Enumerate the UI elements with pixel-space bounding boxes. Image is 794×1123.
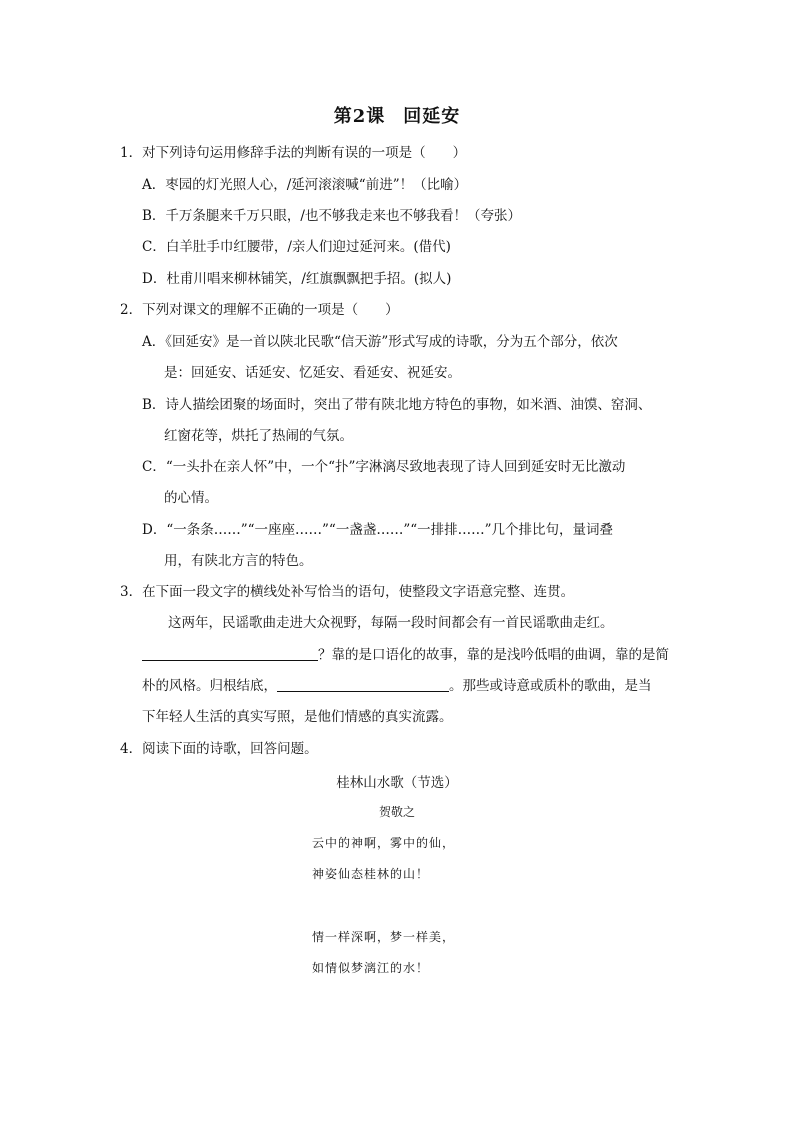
q2-option-d: D．“一条条……”“一座座……”“一盏盏……”“一排排……”几个排比句，量词叠 (142, 522, 614, 538)
lesson-number: 第2课 (333, 106, 386, 127)
q3-paragraph-line-3 (142, 677, 652, 695)
answer-blank-2[interactable] (277, 677, 449, 692)
q3-paragraph-line-2 (142, 646, 669, 664)
q2-option-b: B．诗人描绘团聚的场面时，突出了带有陕北地方特色的事物，如米酒、油馍、窑洞、 (142, 397, 652, 413)
q2-option-c-cont: 的心情。 (164, 490, 218, 506)
q3-stem: 3．在下面一段文字的横线处补写恰当的语句，使整段文字语意完整、连贯。 (120, 584, 575, 600)
q3-line-3-text-a: 朴的风格。归根结底， (142, 678, 277, 694)
q1-option-d: D．杜甫川唱来柳林铺笑，/红旗飘飘把手招。(拟人) (142, 271, 452, 287)
q2-option-c: C．“一头扑在亲人怀”中，一个“扑”字淋漓尽致地表现了诗人回到延安时无比激动 (142, 459, 626, 475)
q1-stem: 1．对下列诗句运用修辞手法的判断有误的一项是（ ） (120, 145, 467, 161)
q3-line-2-text: ？靠的是口语化的故事，靠的是浅吟低唱的曲调，靠的是简 (318, 647, 669, 663)
q3-line-3-text-b: 。那些或诗意或质朴的歌曲，是当 (449, 678, 652, 694)
q2-stem: 2．下列对课文的理解不正确的一项是（ ） (120, 302, 399, 318)
poem-title: 桂林山水歌（节选） (336, 775, 458, 791)
lesson-name: 回延安 (403, 106, 461, 127)
q1-option-c: C．白羊肚手巾红腰带，/亲人们迎过延河来。(借代) (142, 239, 451, 255)
poem-line: 情一样深啊，梦一样美， (312, 930, 456, 944)
poem-author: 贺敬之 (378, 805, 415, 819)
q2-option-d-cont: 用，有陕北方言的特色。 (164, 553, 313, 569)
poem-line: 云中的神啊，雾中的仙， (312, 836, 456, 850)
q3-paragraph-line-4: 下年轻人生活的真实写照，是他们情感的真实流露。 (142, 709, 453, 725)
page-title (0, 102, 794, 128)
q2-option-b-cont: 红窗花等，烘托了热闹的气氛。 (164, 428, 353, 444)
poem-line: 神姿仙态桂林的山！ (312, 867, 430, 881)
q2-option-a-cont: 是：回延安、话延安、忆延安、看延安、祝延安。 (164, 365, 461, 381)
q4-stem: 4．阅读下面的诗歌，回答问题。 (120, 741, 318, 757)
answer-blank-1[interactable] (142, 646, 318, 661)
q1-option-a: A．枣园的灯光照人心，/延河滚滚喊“前进”！（比喻） (142, 177, 468, 193)
q2-option-a: A．《回延安》是一首以陕北民歌“信天游”形式写成的诗歌，分为五个部分，依次 (142, 334, 618, 350)
q3-paragraph-line-1: 这两年，民谣歌曲走进大众视野，每隔一段时间都会有一首民谣歌曲走红。 (168, 615, 614, 631)
q1-option-b: B．千万条腿来千万只眼，/也不够我走来也不够我看！（夸张） (142, 208, 521, 224)
poem-line: 如情似梦漓江的水！ (312, 961, 430, 975)
